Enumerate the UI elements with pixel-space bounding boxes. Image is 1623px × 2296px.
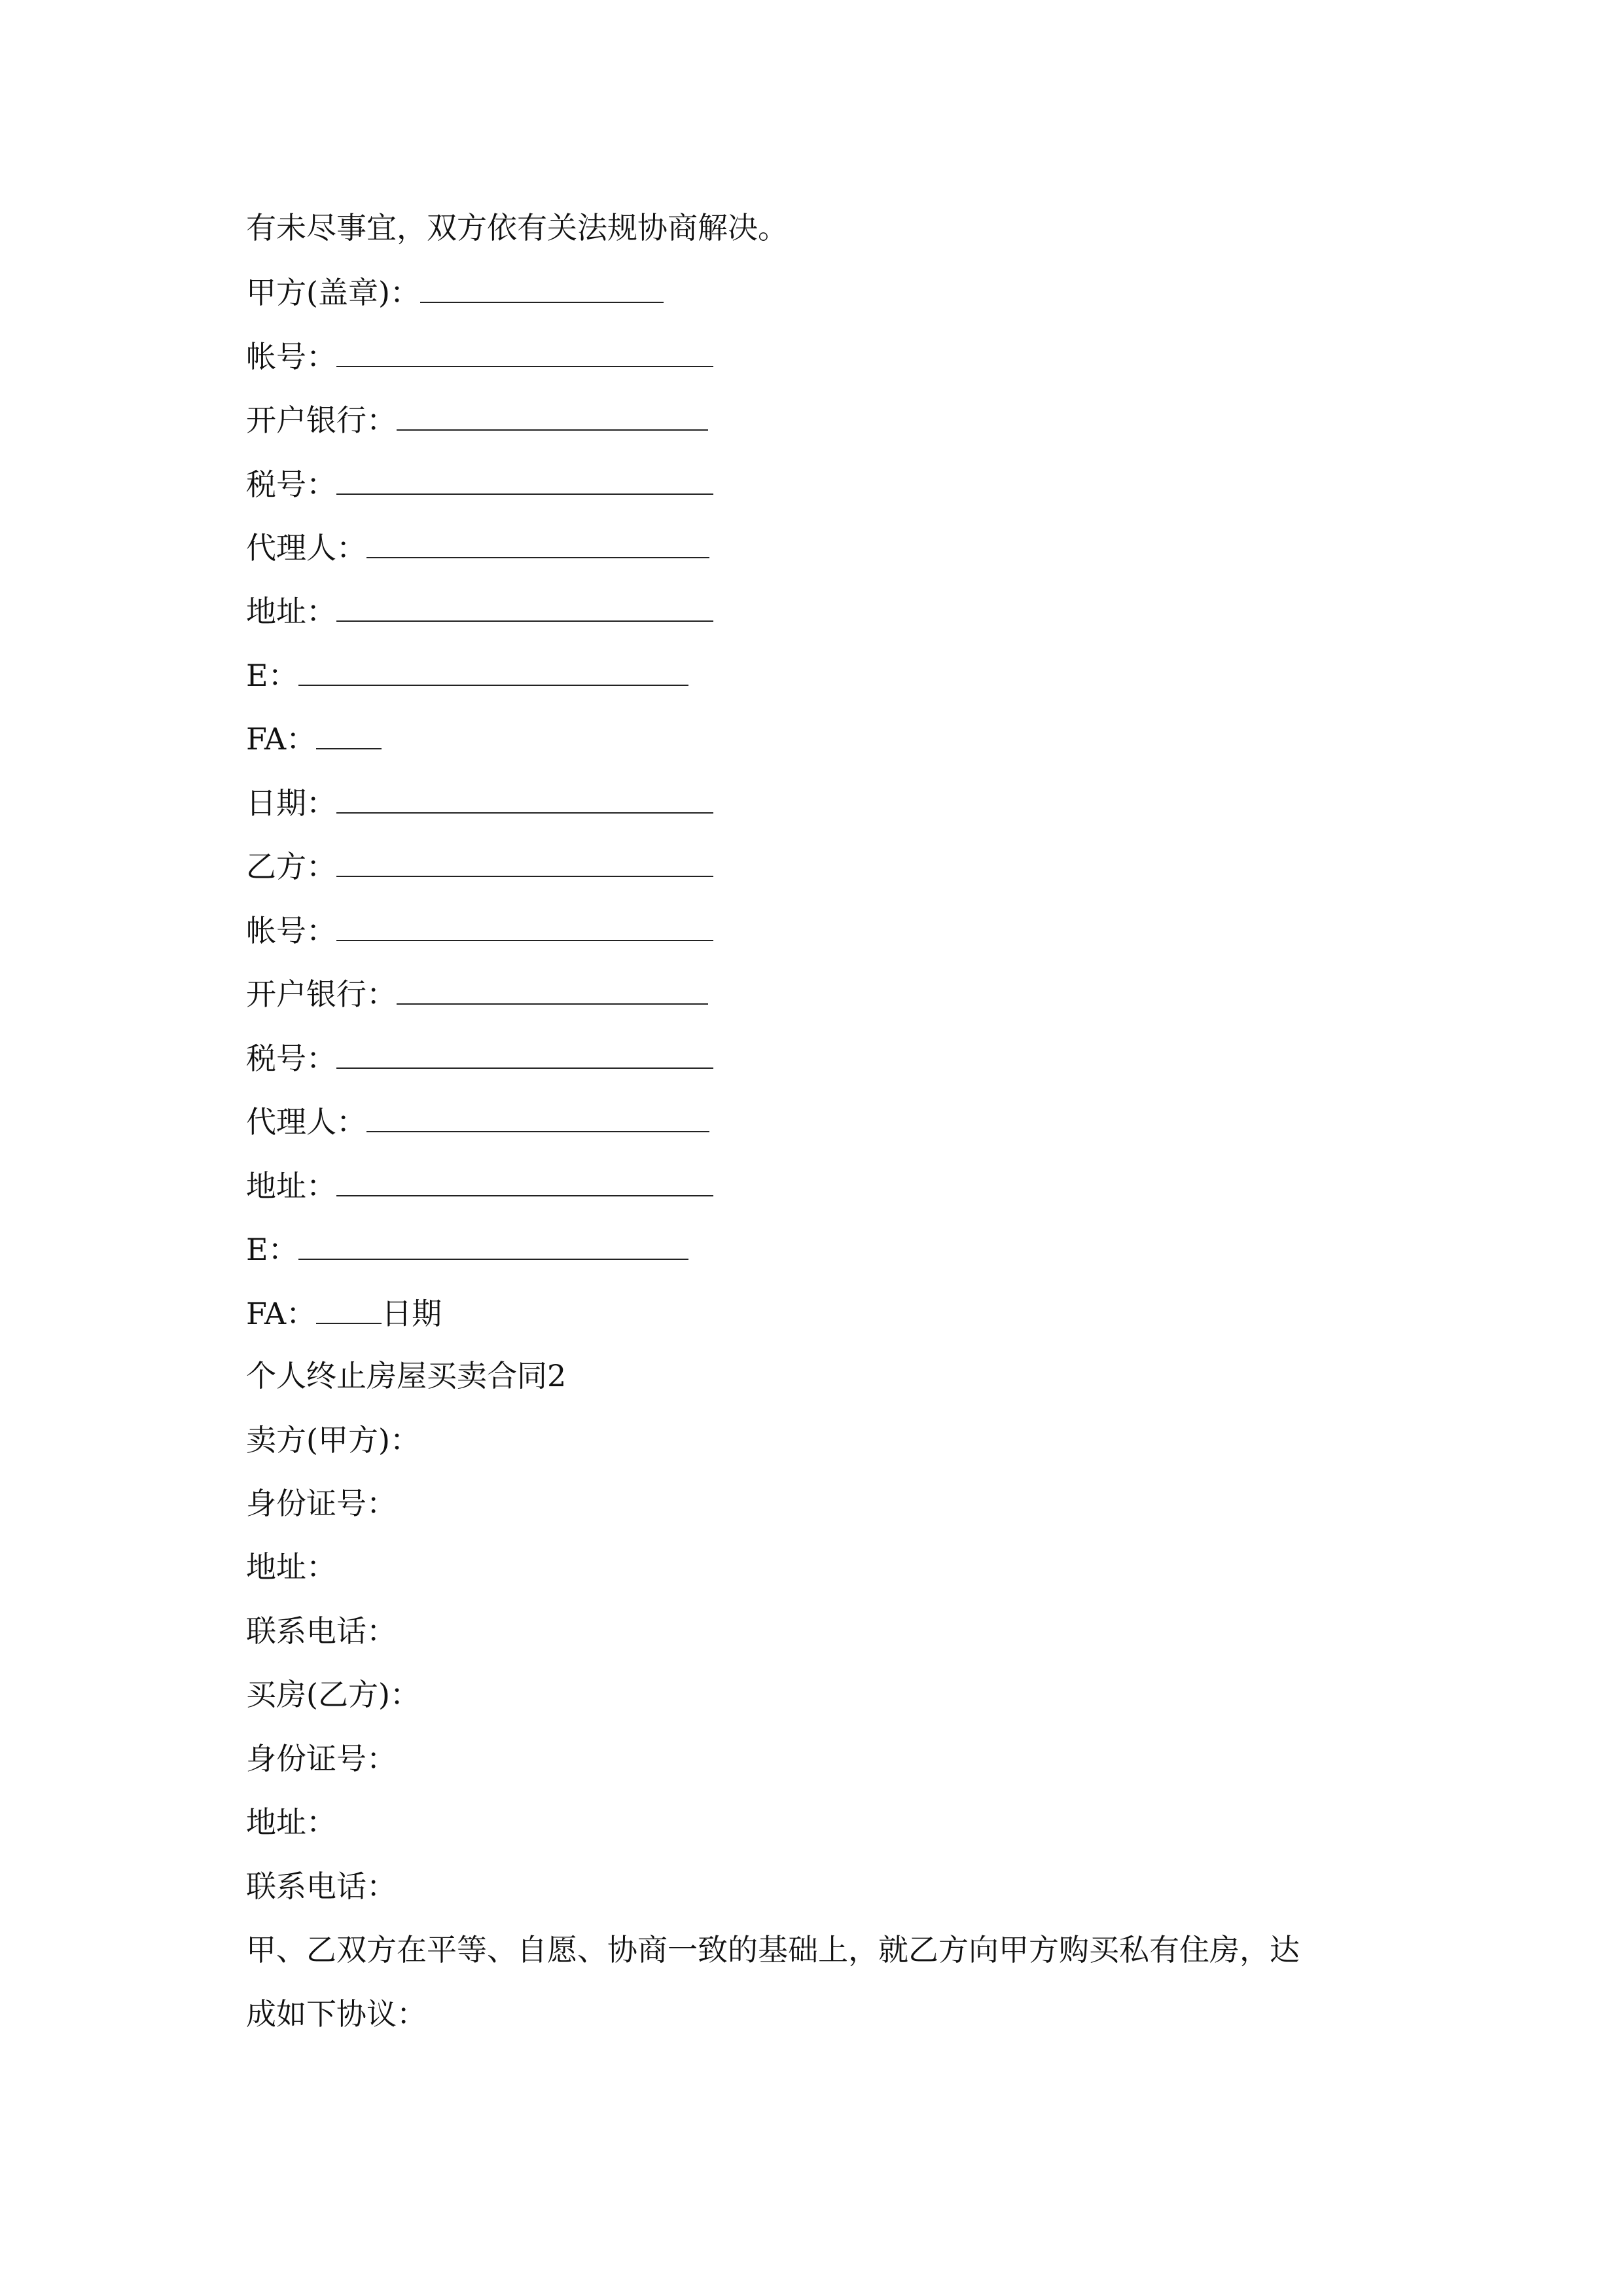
field-label: E： (246, 1232, 298, 1267)
line-text: 地址： (246, 1549, 336, 1585)
party-a-fax-field (246, 718, 382, 757)
party-a-date-field (246, 782, 713, 821)
field-label: 代理人： (246, 530, 366, 565)
field-label: 乙方： (246, 849, 336, 884)
blank-line (366, 527, 709, 558)
party-a-bank-field (246, 399, 708, 439)
field-label: 帐号： (246, 339, 336, 374)
blank-line (336, 590, 713, 622)
text-line (246, 1867, 397, 1906)
blank-line (336, 782, 713, 814)
party-a-seal-field (246, 272, 664, 311)
blank-line (336, 910, 713, 941)
field-label: 帐号： (246, 913, 336, 948)
field-label: 甲方(盖章)： (246, 275, 420, 310)
field-label: 开户银行： (246, 977, 397, 1012)
blank-line (316, 1293, 382, 1324)
party-a-email-field (246, 655, 688, 694)
field-label: E： (246, 658, 298, 693)
blank-line (336, 463, 713, 495)
party-b-email-field (246, 1229, 688, 1268)
line-text: 成如下协议： (246, 1996, 427, 2032)
field-label: 地址： (246, 1168, 336, 1204)
text-line (246, 1420, 420, 1460)
blank-line (298, 655, 688, 686)
field-label: 日期： (246, 785, 336, 821)
section-heading (246, 1356, 566, 1395)
party-b-address-field (246, 1165, 713, 1204)
blank-line (397, 399, 708, 431)
field-label: 代理人： (246, 1104, 366, 1139)
line-text: 身份证号： (246, 1486, 397, 1521)
line-text: 联系电话： (246, 1869, 397, 1904)
text-line (246, 1930, 1300, 1969)
line-text: 个人终止房屋买卖合同2 (246, 1358, 567, 1393)
field-label: 开户银行： (246, 403, 397, 438)
field-label: 地址： (246, 594, 336, 629)
line-text: 有未尽事宜，双方依有关法规协商解决。 (246, 210, 788, 245)
text-line (246, 1611, 397, 1651)
party-b-agent-field (246, 1101, 709, 1140)
party-b-field (246, 846, 713, 885)
party-b-bank-field (246, 973, 708, 1013)
party-b-fax-date-field (246, 1293, 442, 1332)
blank-line (298, 1229, 688, 1260)
text-line (246, 1547, 336, 1587)
line-text: 甲、乙双方在平等、自愿、协商一致的基础上，就乙方向甲方购买私有住房，达 (246, 1932, 1300, 1967)
text-line (246, 1803, 336, 1842)
blank-line (336, 1037, 713, 1069)
text-line (246, 1994, 427, 2034)
blank-line (316, 718, 382, 749)
party-a-tax-field (246, 463, 713, 503)
text-line (246, 1675, 420, 1714)
field-label: FA： (246, 1296, 317, 1331)
party-b-account-field (246, 910, 713, 949)
blank-line (336, 336, 713, 367)
field-label: 税号： (246, 1041, 336, 1076)
line-text: 联系电话： (246, 1613, 397, 1649)
blank-line (336, 846, 713, 877)
blank-line (420, 272, 664, 303)
text-line (246, 1739, 397, 1778)
field-label: FA： (246, 721, 317, 757)
text-line (246, 1484, 397, 1523)
line-text: 卖方(甲方)： (246, 1422, 420, 1458)
blank-line (397, 973, 708, 1005)
blank-line (336, 1165, 713, 1196)
field-label: 税号： (246, 467, 336, 502)
field-label: 日期 (382, 1296, 442, 1331)
party-a-account-field (246, 336, 713, 375)
line-text: 地址： (246, 1804, 336, 1840)
line-text: 买房(乙方)： (246, 1677, 420, 1712)
party-b-tax-field (246, 1037, 713, 1077)
party-a-agent-field (246, 527, 709, 566)
blank-line (366, 1101, 709, 1132)
line-text: 身份证号： (246, 1741, 397, 1776)
party-a-address-field (246, 590, 713, 630)
text-line (246, 208, 788, 247)
